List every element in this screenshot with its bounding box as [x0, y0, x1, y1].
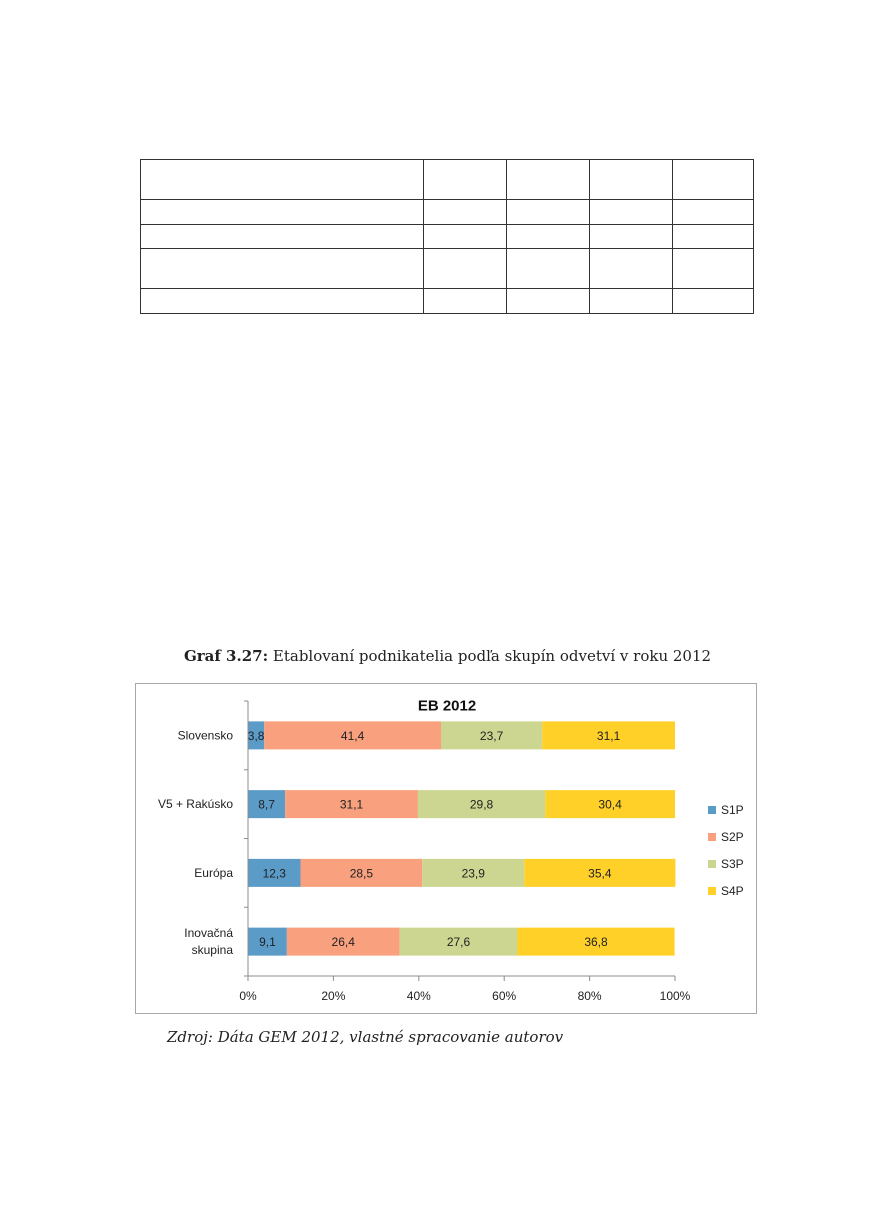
data-label: 23,9 — [461, 866, 485, 881]
data-label: 30,4 — [598, 797, 622, 812]
figure-source: Zdroj: Dáta GEM 2012, vlastné spracovanie autorov — [167, 1028, 564, 1046]
data-label: 3,8 — [247, 728, 265, 743]
legend-swatch-s3p — [708, 860, 716, 868]
category-label: Európa — [194, 865, 233, 880]
legend-label: S1P — [721, 803, 744, 817]
chart-title: EB 2012 — [417, 697, 477, 715]
x-tick-label: 100% — [659, 989, 691, 1003]
x-tick-label: 0% — [239, 989, 257, 1003]
category-label: skupina — [191, 943, 233, 958]
figure-caption — [0, 647, 871, 665]
data-label: 31,1 — [339, 797, 364, 812]
legend-swatch-s4p — [708, 887, 716, 895]
figure-caption-label: Graf 3.27: — [183, 647, 269, 665]
data-label: 28,5 — [349, 866, 374, 881]
x-tick-label: 20% — [321, 989, 346, 1003]
data-label: 41,4 — [340, 728, 365, 743]
figure-caption-text: Etablovaní podnikatelia podľa skupín odvetví v roku 2012 — [272, 647, 712, 665]
category-label: V5 + Rakúsko — [157, 797, 233, 812]
x-tick-label: 40% — [406, 989, 431, 1003]
chart-frame — [135, 683, 757, 1014]
legend-label: S3P — [721, 857, 744, 871]
data-label: 26,4 — [331, 935, 355, 950]
category-label: Inovačná — [184, 926, 233, 941]
data-label: 27,6 — [446, 935, 471, 950]
x-tick-label: 80% — [577, 989, 602, 1003]
data-label: 31,1 — [596, 728, 621, 743]
legend-swatch-s2p — [708, 833, 716, 841]
data-label: 35,4 — [588, 866, 612, 881]
data-label: 23,7 — [479, 728, 504, 743]
data-label: 12,3 — [262, 866, 286, 881]
data-label: 36,8 — [584, 935, 608, 950]
x-tick-label: 60% — [492, 989, 517, 1003]
legend-label: S2P — [721, 830, 744, 844]
empty-table — [140, 159, 754, 314]
data-label: 9,1 — [259, 935, 276, 950]
legend-label: S4P — [721, 884, 744, 898]
data-label: 8,7 — [258, 797, 275, 812]
legend-swatch-s1p — [708, 806, 716, 814]
stacked-bar-chart — [136, 684, 758, 1015]
category-label: Slovensko — [177, 728, 233, 743]
data-label: 29,8 — [469, 797, 494, 812]
